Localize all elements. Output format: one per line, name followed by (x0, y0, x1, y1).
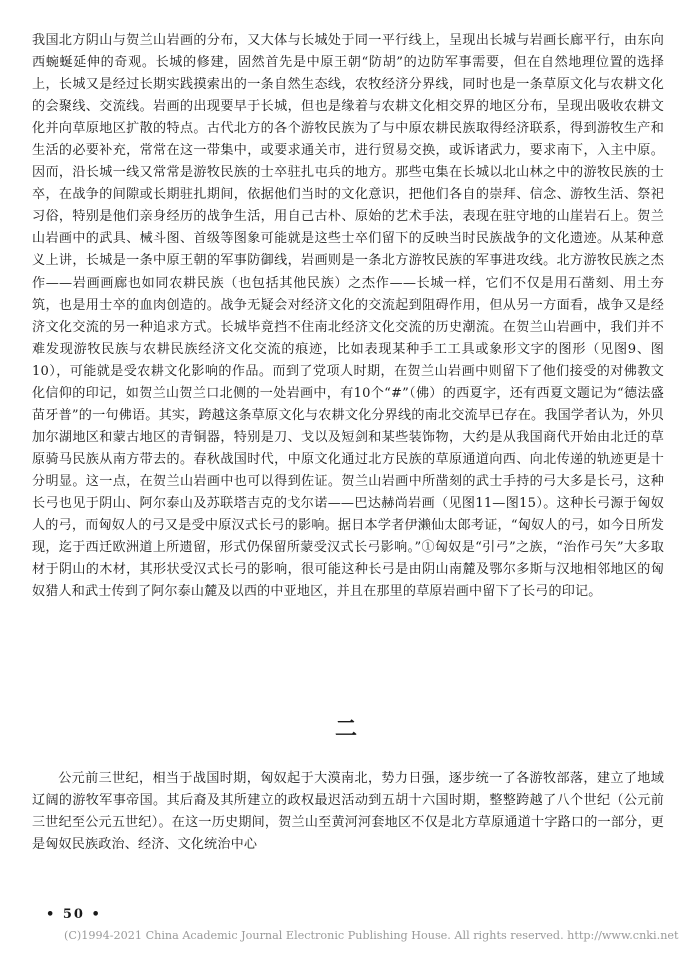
section-body (32, 768, 664, 856)
section-paragraph: 公元前三世纪，相当于战国时期，匈奴起于大漠南北，势力日强，逐步统一了各游牧部落，建立了地域辽阔的游牧军事帝国。其后裔及其所建立的政权最迟活动到五胡十六国时期，整整跨越了八个世纪（公元前三世纪至公元五世纪）。在这一历史期间，贺兰山至黄河河套地区不仅是北方草原通道十字路口的一部分，更是匈奴民族政治、经济、文化统治中心 (32, 771, 664, 853)
section-number: 二 (334, 716, 357, 742)
article-body (32, 30, 664, 603)
page-number: • 50 • (46, 907, 102, 922)
article-paragraph: 我国北方阴山与贺兰山岩画的分布，又大体与长城处于同一平行线上，呈现出长城与岩画长廊平行，由东向西蜿蜒延伸的奇观。长城的修建，固然首先是中原王朝“防胡”的边防军事需要，但在自然地理位置的选择上，长城又是经过长期实践摸索出的一条自然生态线，农牧经济分界线，同时也是一条草原文化与农耕文化的会聚线、交流线。岩画的出现要早于长城，但也是缘着与农耕文化相交界的地区分布，呈现出吸收农耕文化并向草原地区扩散的特点。古代北方的各个游牧民族为了与中原农耕民族取得经济联系，得到游牧生产和生活的必要补充，常常在这一带集中，或要求通关市，进行贸易交换，或诉诸武力，要求南下，入主中原。因而，沿长城一线又常常是游牧民族的士卒驻扎屯兵的地方。那些屯集在长城以北山林之中的游牧民族的士卒，在战争的间隙或长期驻扎期间，依据他们当时的文化意识，把他们各自的崇拜、信念、游牧生活、祭祀习俗，特别是他们亲身经历的战争生活，用自己古朴、原始的艺术手法，表现在驻守地的山崖岩石上。贺兰山岩画中的武具、械斗图、首级等图象可能就是这些士卒们留下的反映当时民族战争的文化遗迹。从某种意义上讲，长城是一条中原王朝的军事防御线，岩画则是一条北方游牧民族的军事进攻线。北方游牧民族之杰作——岩画画廊也如同农耕民族（也包括其他民族）之杰作——长城一样，它们不仅是用石凿刻、用土夯筑，也是用士卒的血肉创造的。战争无疑会对经济文化的交流起到阻碍作用，但从另一方面看，战争又是经济文化交流的另一种追求方式。长城毕竟挡不住南北经济文化交流的历史潮流。在贺兰山岩画中，我们并不难发现游牧民族与农耕民族经济文化交流的痕迹，比如表现某种手工工具或象形文字的图形（见图9、图10），可能就是受农耕文化影响的作品。而到了党项人时期，在贺兰山岩画中则留下了他们接受的对佛教文化信仰的印记，如贺兰山贺兰口北侧的一处岩画中，有10个“#”（佛）的西夏字，还有西夏文题记为“德法盛苗牙普”的一句佛语。其实，跨越这条草原文化与农耕文化分界线的南北交流早已存在。我国学者认为，外贝加尔湖地区和蒙古地区的青铜器，特别是刀、戈以及短剑和某些装饰物，大约是从我国商代开始由北迁的草原骑马民族从南方带去的。春秋战国时代，中原文化通过北方民族的草原通道向西、向北传递的轨迹更是十分明显。这一点，在贺兰山岩画中也可以得到佐证。贺兰山岩画中所凿刻的武士手持的弓大多是长弓，这种长弓也见于阴山、阿尔泰山及苏联塔吉克的戈尔诺——巴达赫尚岩画（见图11—图15）。这种长弓源于匈奴人的弓，而匈奴人的弓又是受中原汉式长弓的影响。据日本学者伊濑仙太郎考证，“匈奴人的弓，如今日所发现，迄于西迁欧洲道上所遗留，形式仍保留所蒙受汉式长弓影响。”①匈奴是“引弓”之族，“治作弓矢”大多取材于阴山的木材，其形状受汉式长弓的影响，很可能这种长弓是由阴山南麓及鄂尔多斯与汉地相邻地区的匈奴猎人和武士传到了阿尔泰山麓及以西的中亚地区，并且在那里的草原岩画中留下了长弓的印记。 (32, 33, 664, 600)
copyright-footer: (C)1994-2021 China Academic Journal Electronic Publishing House. All rights reserved. http://www.cnki.net (64, 929, 679, 942)
